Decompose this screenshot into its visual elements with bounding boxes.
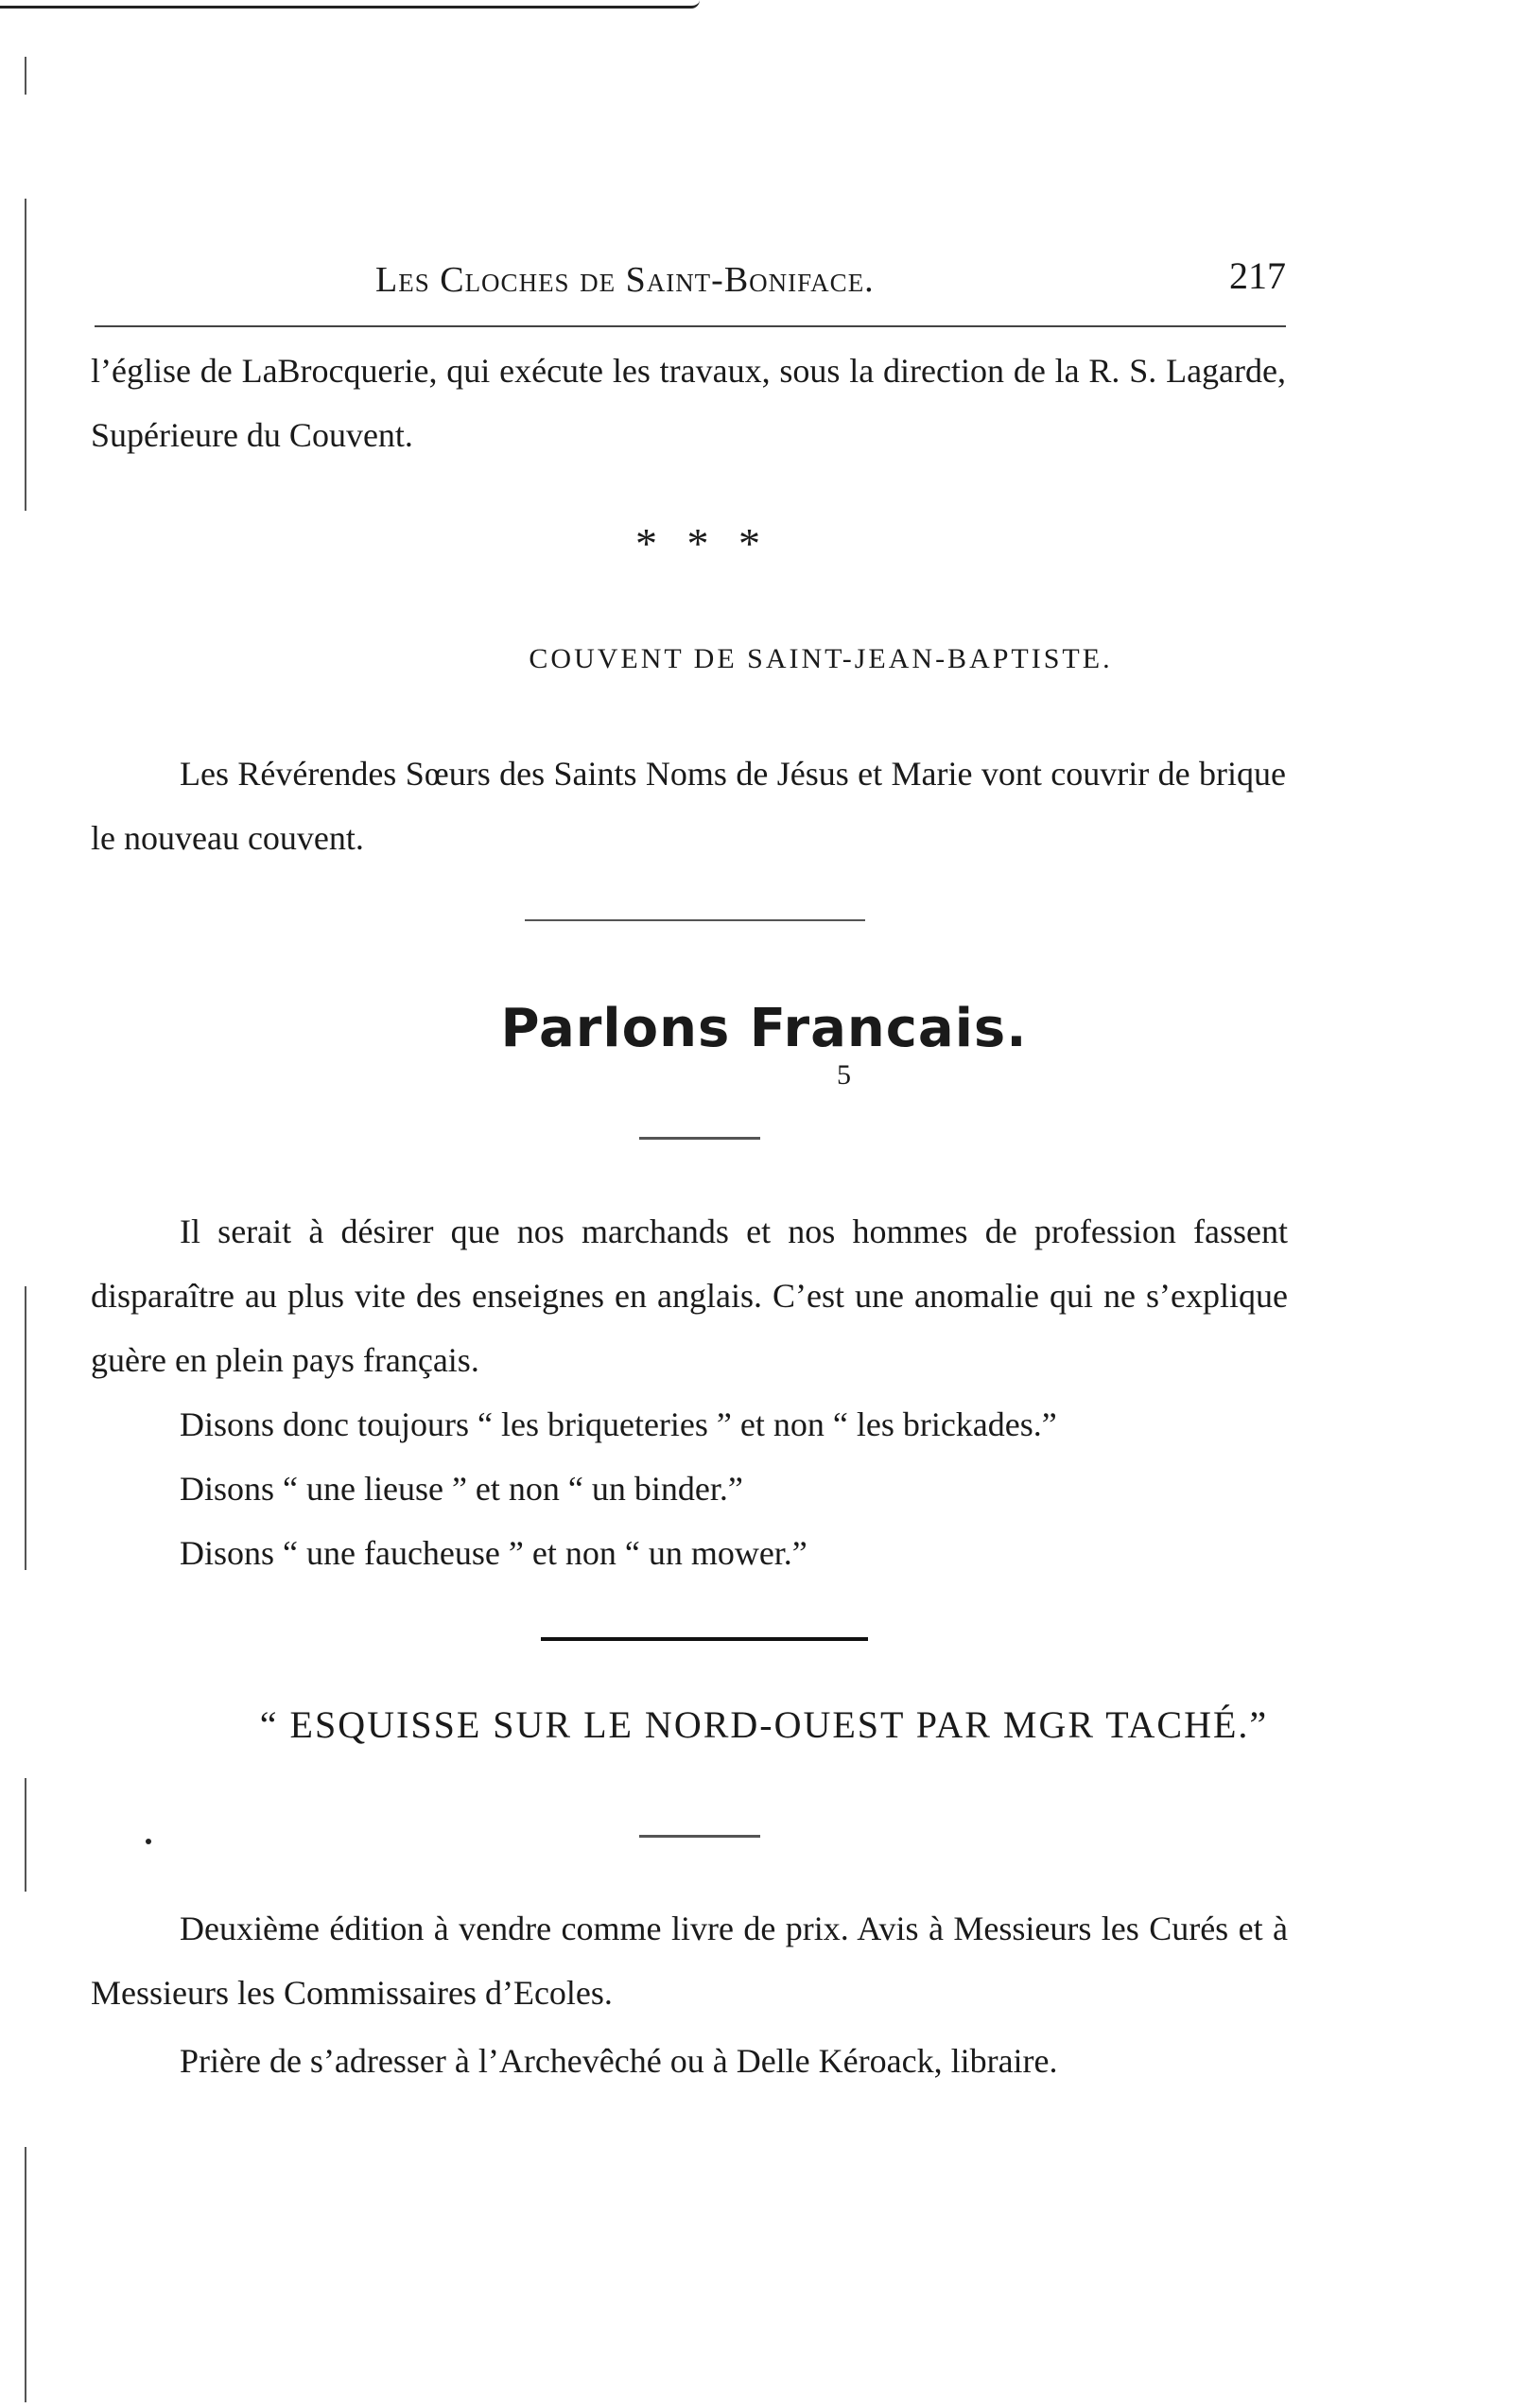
running-title: Les Cloches de Saint-Boniface. — [375, 260, 875, 300]
asterism: * * * — [635, 519, 770, 567]
notice-paragraph: Deuxième édition à vendre comme livre de prix. Avis à Messieurs les Curés et à Messieurs les Commissaires d’Ecoles. — [91, 1910, 1288, 2012]
margin-line — [25, 199, 26, 511]
section-divider — [525, 919, 865, 921]
margin-line — [25, 2147, 26, 2402]
margin-line — [25, 1286, 26, 1570]
notice-paragraph: Prière de s’adresser à l’Archevêché ou à Delle Kéroack, libraire. — [180, 2042, 1058, 2080]
esquisse-heading: “ ESQUISSE SUR LE NORD-OUEST PAR MGR TACHÉ.” — [259, 1703, 1269, 1746]
ink-dot — [146, 1839, 151, 1844]
margin-line — [25, 1778, 26, 1892]
paragraph-couvent: Les Révérendes Sœurs des Saints Noms de Jésus et Marie vont couvrir de brique le nouveau couvent. — [91, 755, 1286, 857]
parlons-body — [91, 1199, 1288, 1585]
paragraph-labrocquerie: l’église de LaBrocquerie, qui exécute les travaux, sous la direction de la R. S. Lagarde, Supérieure du Couvent. — [91, 352, 1286, 454]
section-heading-couvent: COUVENT DE SAINT-JEAN-BAPTISTE. — [529, 643, 1113, 674]
heading-rule — [639, 1835, 760, 1838]
running-head — [95, 253, 1286, 301]
header-rule — [95, 325, 1286, 327]
parlons-paragraph: Disons donc toujours “ les briqueteries ” et non “ les brickades.” — [180, 1405, 1057, 1443]
page-number: 217 — [1229, 254, 1286, 297]
parlons-paragraph: Disons “ une faucheuse ” et non “ un mower.” — [180, 1534, 807, 1572]
article-title: Parlons Francais. — [500, 998, 1028, 1059]
page-top-edge — [0, 0, 700, 9]
notice-body — [91, 1896, 1288, 2093]
title-rule — [639, 1137, 760, 1140]
parlons-paragraph: Il serait à désirer que nos marchands et nos hommes de profession fassent disparaître au plus vite des enseignes en anglais. C’est une anomalie qui ne s’explique guère en plein pays français. — [91, 1213, 1288, 1379]
article-number: 5 — [837, 1059, 851, 1091]
parlons-paragraph: Disons “ une lieuse ” et non “ un binder.” — [180, 1470, 743, 1508]
thick-divider — [541, 1637, 868, 1641]
margin-line — [25, 57, 26, 95]
